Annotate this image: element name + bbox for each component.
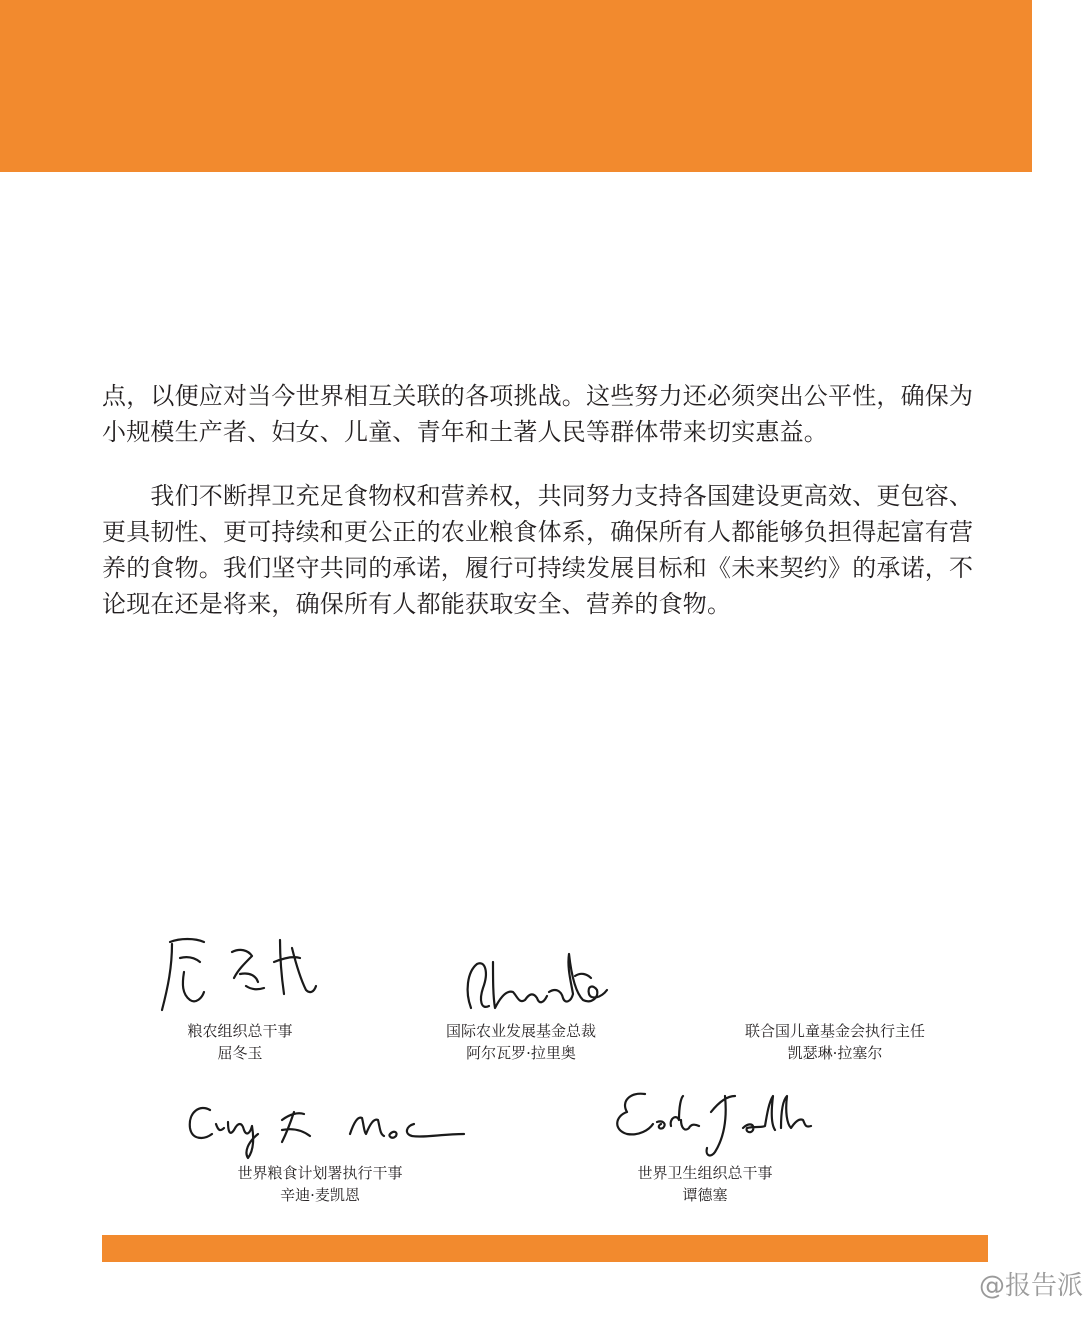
signatory-fao xyxy=(90,912,390,1064)
signatory-ifad xyxy=(371,912,671,1064)
handwritten-signature xyxy=(170,1090,470,1162)
signatory-name: 屈冬玉 xyxy=(217,1044,263,1062)
handwritten-signature xyxy=(421,912,621,1020)
signatory-title: 世界卫生组织总干事 xyxy=(637,1164,773,1182)
bottom-accent-bar xyxy=(102,1235,988,1262)
signatory-name: 凯瑟琳·拉塞尔 xyxy=(787,1044,883,1062)
signatory-who xyxy=(555,1082,855,1206)
signatory-name: 谭德塞 xyxy=(682,1186,728,1204)
top-accent-bar xyxy=(0,0,1032,172)
signatory-title: 联合国儿童基金会执行主任 xyxy=(744,1022,925,1040)
signatory-name: 辛迪·麦凯恩 xyxy=(280,1186,360,1204)
signatory-title: 粮农组织总干事 xyxy=(187,1022,293,1040)
body-text xyxy=(102,378,992,622)
signatory-unicef xyxy=(685,1020,985,1064)
signatory-title: 国际农业发展基金总裁 xyxy=(445,1022,596,1040)
signatory-wfp xyxy=(170,1090,470,1206)
paragraph: 我们不断捍卫充足食物权和营养权，共同努力支持各国建设更高效、更包容、更具韧性、更可持续和更公正的农业粮食体系，确保所有人都能够负担得起富有营养的食物。我们坚守共同的承诺，履行可持续发展目标和《未来契约》的承诺，不论现在还是将来，确保所有人都能获取安全、营养的食物。 xyxy=(102,482,974,618)
paragraph: 点，以便应对当今世界相互关联的各项挑战。这些努力还必须突出公平性，确保为小规模生产者、妇女、儿童、青年和土著人民等群体带来切实惠益。 xyxy=(102,382,974,446)
signatory-name: 阿尔瓦罗·拉里奥 xyxy=(466,1044,576,1062)
signatory-title: 世界粮食计划署执行干事 xyxy=(237,1164,403,1182)
handwritten-signature xyxy=(585,1082,825,1162)
handwritten-signature xyxy=(140,912,340,1020)
watermark-text: @报告派 xyxy=(978,1271,1083,1301)
